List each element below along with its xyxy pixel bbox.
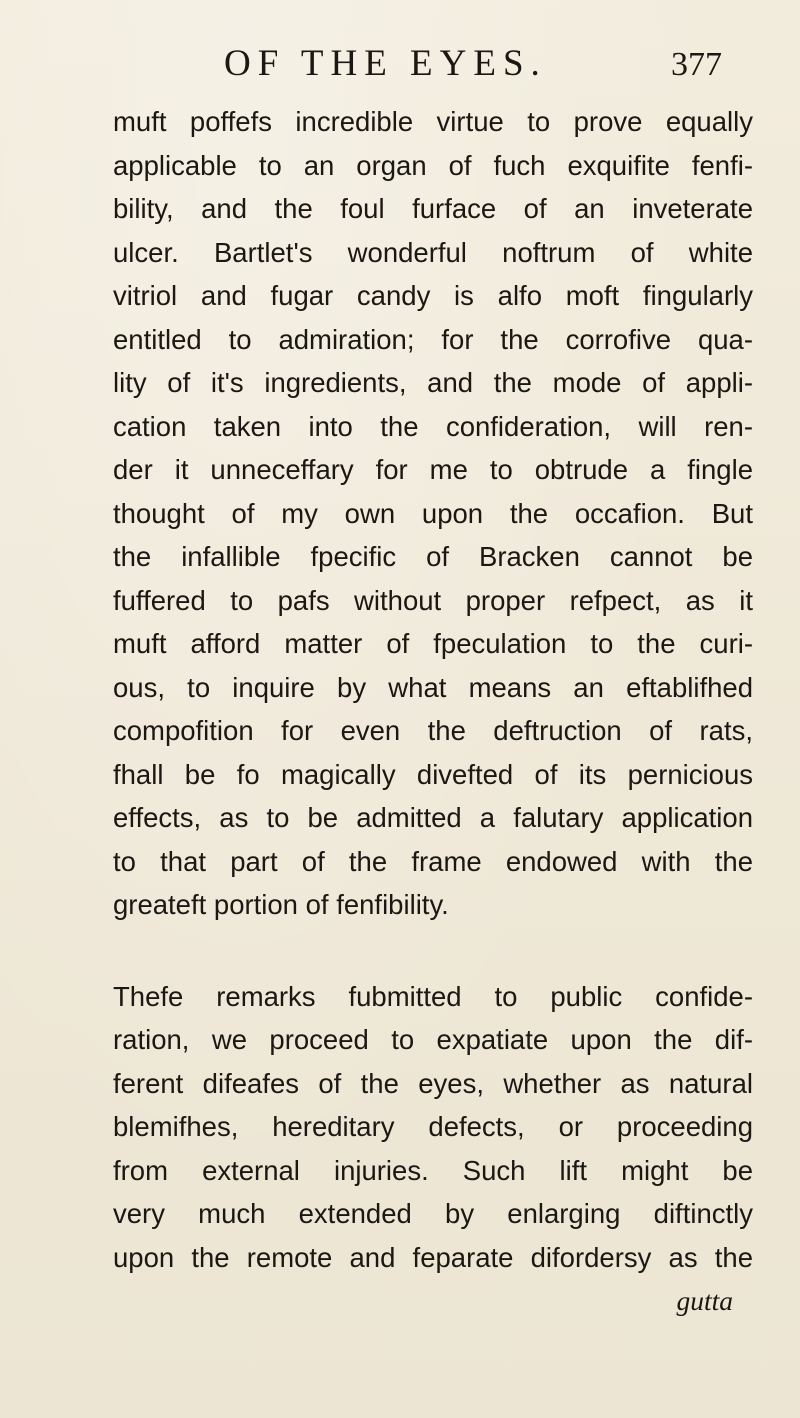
- text-line: muft poffefs incredible virtue to prove equally: [113, 106, 753, 137]
- paragraph-2: [113, 975, 753, 1323]
- text-line: vitriol and fugar candy is alfo moft fingularly: [113, 280, 753, 311]
- text-line: thought of my own upon the occafion. But: [113, 497, 753, 529]
- text-line: to that part of the frame endowed with the: [113, 845, 753, 877]
- text-line: effects, as to be admitted a falutary application: [113, 802, 753, 833]
- text-line: ous, to inquire by what means an eftablifhed: [113, 671, 753, 703]
- text-line: compofition for even the deftruction of rats,: [113, 715, 753, 746]
- page-header: [224, 42, 724, 92]
- text-line: blemifhes, hereditary defects, or proceeding: [113, 1111, 753, 1142]
- paragraph-1: [113, 100, 753, 927]
- text-line: entitled to admiration; for the corrofive qua-: [113, 323, 753, 355]
- text-line: upon the remote and feparate difordersy as the: [113, 1241, 753, 1273]
- page-number: 377: [671, 46, 722, 83]
- catchword: gutta: [676, 1285, 733, 1316]
- text-line: ferent difeafes of the eyes, whether as natural: [113, 1067, 753, 1099]
- text-line: fuffered to pafs without proper refpect, as it: [113, 584, 753, 616]
- text-line: ration, we proceed to expatiate upon the dif-: [113, 1024, 753, 1055]
- body-text: [113, 100, 753, 1323]
- text-line: very much extended by enlarging diftinctly: [113, 1198, 753, 1229]
- text-line: muft afford matter of fpeculation to the curi-: [113, 628, 753, 659]
- running-head: OF THE EYES.: [224, 43, 547, 84]
- text-line: the infallible fpecific of Bracken cannot be: [113, 541, 753, 572]
- text-line: ulcer. Bartlet's wonderful noftrum of white: [113, 236, 753, 268]
- text-line: der it unneceffary for me to obtrude a fingle: [113, 454, 753, 485]
- text-line: greateft portion of fenfibility.: [113, 889, 449, 920]
- paragraph-gap: [113, 927, 753, 975]
- text-line: lity of it's ingredients, and the mode of appli-: [113, 367, 753, 398]
- text-line: applicable to an organ of fuch exquifite fenfi-: [113, 149, 753, 181]
- text-line: from external injuries. Such lift might be: [113, 1154, 753, 1186]
- text-line: Thefe remarks fubmitted to public confide-: [113, 980, 753, 1012]
- text-line: fhall be fo magically divefted of its pernicious: [113, 758, 753, 790]
- text-line: bility, and the foul furface of an inveterate: [113, 193, 753, 224]
- text-line: cation taken into the confideration, will ren-: [113, 410, 753, 442]
